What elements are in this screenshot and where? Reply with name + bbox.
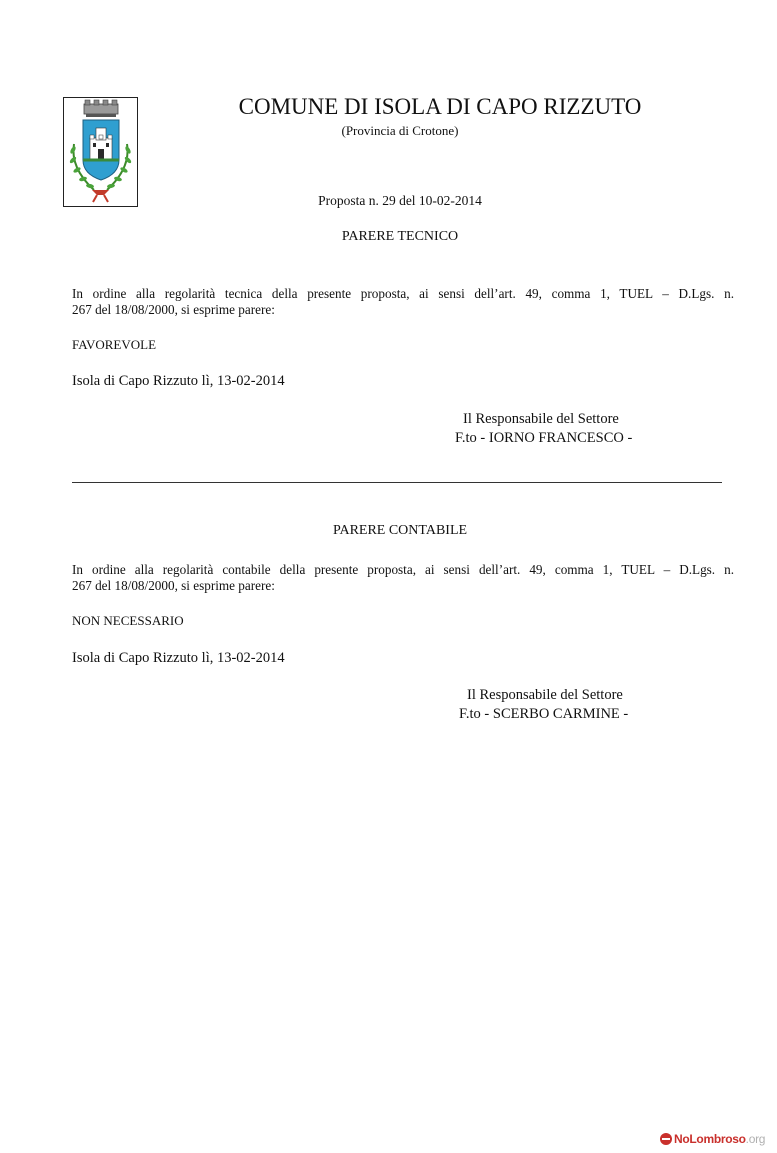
- watermark-name: NoLombroso: [674, 1132, 746, 1146]
- parere-tecnico-text-line1: In ordine alla regolarità tecnica della presente proposta, ai sensi dell’art. 49, comma 1, TUEL – D.Lgs. n.: [72, 286, 734, 301]
- provincia-subtitle: (Provincia di Crotone): [341, 123, 459, 138]
- parere-tecnico-text-line2: 267 del 18/08/2000, si esprime parere:: [72, 302, 275, 317]
- parere-contabile-firma-ruolo: Il Responsabile del Settore: [467, 687, 623, 703]
- watermark-tld: .org: [745, 1132, 766, 1146]
- parere-tecnico-firma-nome: F.to - IORNO FRANCESCO -: [455, 430, 633, 446]
- parere-contabile-title: PARERE CONTABILE: [332, 523, 468, 538]
- parere-contabile-text-line1: In ordine alla regolarità contabile della presente proposta, ai sensi dell’art. 49, comma 1, TUEL – D.Lgs. n.: [72, 562, 734, 577]
- coat-of-arms-icon: [63, 97, 138, 207]
- parere-tecnico-esito: FAVOREVOLE: [72, 337, 157, 352]
- section-divider: [72, 482, 722, 483]
- parere-contabile-firma-nome: F.to - SCERBO CARMINE -: [459, 706, 629, 722]
- parere-tecnico-firma-ruolo: Il Responsabile del Settore: [463, 411, 619, 427]
- comune-title: COMUNE DI ISOLA DI CAPO RIZZUTO: [238, 94, 642, 119]
- parere-contabile-esito: NON NECESSARIO: [72, 613, 184, 628]
- watermark-logo: [660, 1132, 765, 1146]
- prohibition-icon: [660, 1133, 672, 1145]
- parere-contabile-text-line2: 267 del 18/08/2000, si esprime parere:: [72, 578, 275, 593]
- proposta-reference: Proposta n. 29 del 10-02-2014: [318, 193, 482, 208]
- parere-contabile-luogo-data: Isola di Capo Rizzuto lì, 13-02-2014: [72, 650, 285, 666]
- parere-tecnico-luogo-data: Isola di Capo Rizzuto lì, 13-02-2014: [72, 373, 285, 389]
- parere-tecnico-title: PARERE TECNICO: [341, 229, 459, 244]
